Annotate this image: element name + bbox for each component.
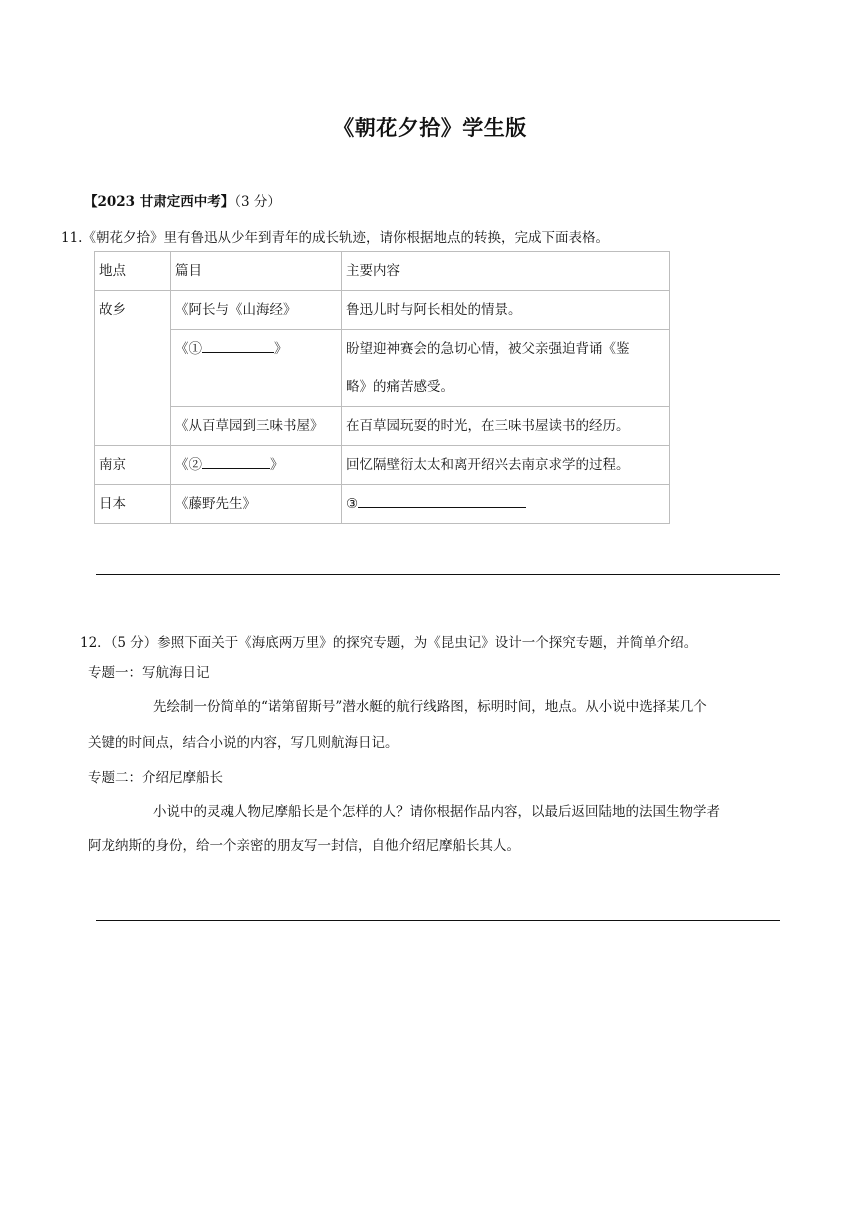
title-cell-blank-1 (171, 330, 342, 407)
title-cell: 《阿长与《山海经》 (171, 291, 342, 330)
content-cell (342, 330, 670, 407)
table-header-row (95, 252, 670, 291)
content-line-2: 略》的痛苦感受。 (346, 379, 454, 395)
header-content: 主要内容 (342, 252, 670, 291)
content-cell: 在百草园玩耍的时光，在三味书屋读书的经历。 (342, 407, 670, 446)
table-row (95, 485, 670, 524)
content-cell-blank-3 (342, 485, 670, 524)
content-cell: 鲁迅儿时与阿长相处的情景。 (342, 291, 670, 330)
header-place: 地点 (95, 252, 171, 291)
content-cell: 回忆隔壁衍太太和离开绍兴去南京求学的过程。 (342, 446, 670, 485)
question-12-text: 12．（5 分）参照下面关于《海底两万里》的探究专题，为《昆虫记》设计一个探究专题，并简单介绍。 (80, 635, 698, 651)
title-cell: 《藤野先生》 (171, 485, 342, 524)
table-row (95, 446, 670, 485)
title-suffix: 》 (274, 341, 288, 357)
content-prefix: ③ (346, 496, 359, 512)
topic-2-line-1: 小说中的灵魂人物尼摩船长是个怎样的人？请你根据作品内容，以最后返回陆地的法国生物学者 (153, 804, 720, 820)
topic-1-line-1: 先绘制一份简单的“诺第留斯号”潜水艇的航行线路图，标明时间，地点。从小说中选择某几个 (153, 699, 707, 715)
title-prefix: 《① (175, 341, 202, 357)
answer-table (94, 251, 670, 524)
title-cell-blank-2 (171, 446, 342, 485)
source-score: （3 分） (234, 194, 281, 210)
title-prefix: 《② (175, 457, 202, 473)
topic-1-title: 专题一：写航海日记 (88, 665, 210, 681)
topic-2-line-2: 阿龙纳斯的身份，给一个亲密的朋友写一封信，自他介绍尼摩船长其人。 (88, 838, 520, 854)
content-line-1: 盼望迎神赛会的急切心情，被父亲强迫背诵《鉴 (346, 341, 630, 357)
table-row (95, 330, 670, 407)
table-row (95, 407, 670, 446)
place-cell: 日本 (95, 485, 171, 524)
answer-line-2[interactable] (96, 920, 780, 921)
title-cell: 《从百草园到三味书屋》 (171, 407, 342, 446)
place-cell: 故乡 (95, 291, 171, 446)
answer-blank-3[interactable] (358, 507, 526, 508)
header-title: 篇目 (171, 252, 342, 291)
topic-2-title: 专题二：介绍尼摩船长 (88, 770, 223, 786)
place-cell: 南京 (95, 446, 171, 485)
answer-blank-2[interactable] (202, 468, 270, 469)
topic-1-line-2: 关键的时间点，结合小说的内容，写几则航海日记。 (88, 735, 399, 751)
answer-line-1[interactable] (96, 574, 780, 575)
title-suffix: 》 (270, 457, 284, 473)
table-row (95, 291, 670, 330)
source-tag: 【2023 甘肃定西中考】 (84, 194, 235, 210)
question-source (84, 190, 281, 210)
answer-blank-1[interactable] (202, 352, 274, 353)
page-title: 《朝花夕拾》学生版 (333, 115, 527, 140)
question-11-text: 11.《朝花夕拾》里有鲁迅从少年到青年的成长轨迹，请你根据地点的转换，完成下面表格。 (61, 230, 609, 246)
